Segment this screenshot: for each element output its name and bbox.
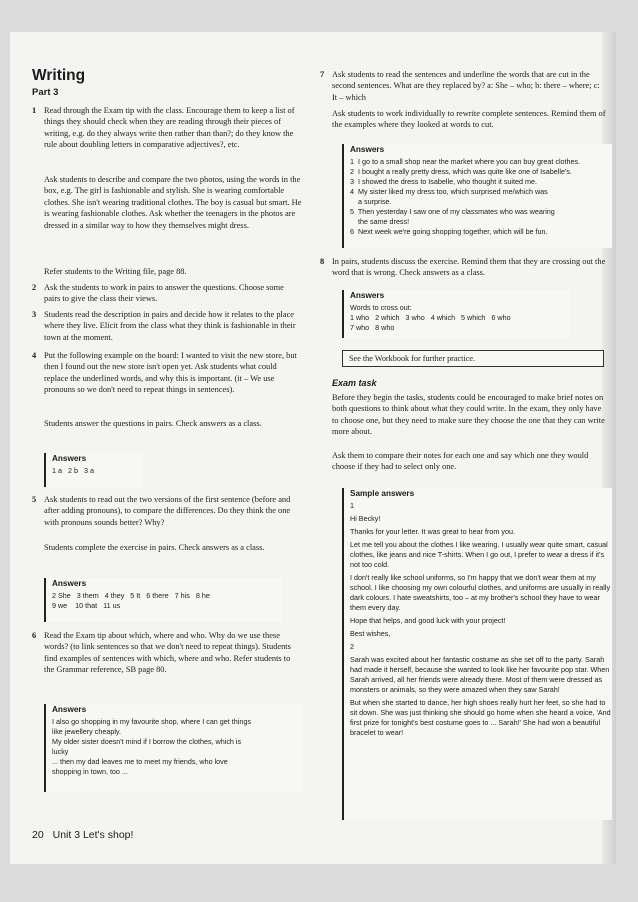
answer-line: shopping in town, too ... [52,767,128,776]
item-number: 1 [32,106,37,115]
workbook-note: See the Workbook for further practice. [342,350,604,367]
exam-task-heading: Exam task [332,378,377,388]
item-number: 8 [320,257,325,266]
unit-title: Unit 3 Let's shop! [52,829,134,841]
item-2-text: Ask the students to work in pairs to answer the questions. Choose some pairs to give the class their views. [44,283,284,304]
answers-box-7 [342,144,612,248]
item-number: 3 [32,310,37,319]
textbook-page [10,32,616,864]
item-7-instruction: Ask students to work individually to rewrite complete sentences. Remind them of the examples where they looked at words to cut. [332,109,606,130]
right-column [320,32,611,864]
answer-line: I also go shopping in my favourite shop, where I can get things [52,717,251,726]
answer-line: a surprise. [350,197,392,206]
item-1-text: Read through the Exam tip with the class. Encourage them to keep a list of things they should check when they are reading through their pieces of writing, e.g. do they always write then rather than than?; do they know the rule about doubling letters in comparative adjectives?, etc. [44,106,295,150]
item-7-text: Ask students to read the sentences and underline the words that are cut in the second sentences. What are they replaced by? a: She – who; b: there – where; c: It – which [332,70,600,102]
sample-1-signoff: Best wishes, [350,629,391,638]
item-number: 7 [320,70,325,79]
item-8-text: In pairs, students discuss the exercise. Remind them that they are crossing out the word that is wrong. Check answers as a class. [332,257,606,278]
answers-box-4 [44,453,142,487]
sample-1-greeting: Hi Becky! [350,514,381,523]
answer-line: 5 Then yesterday I saw one of my classmates who was wearing [350,207,555,216]
answer-line: 1 who 2 which 3 who 4 which 5 which 6 who [350,313,511,322]
answer-line: ... then my dad leaves me to meet my friends, who love [52,757,228,766]
answers-heading: Answers [52,454,87,463]
answers-box-8 [342,290,570,338]
answer-line: the same dress! [350,217,410,226]
sample-answers-box [342,488,612,820]
answer-line: 9 we 10 that 11 us [52,601,121,610]
answer-line: lucky [52,747,69,756]
sample-2-paragraph: Sarah was excited about her fantastic costume as she set off to the party. Sarah had made it herself, because she wanted to look like her favourite pop star. When Sarah arrived, all her friends were already there. Most of them were dressed as monsters or animals, so they were amazed when they saw Sarah! [350,655,610,694]
answer-line: 6 Next week we're going shopping together, which will be fun. [350,227,548,236]
answers-heading: Answers [350,145,385,154]
sample-1-paragraph: I don't really like school uniforms, so I'm happy that we don't wear them at my school. I like choosing my own colourful clothes, and uniforms are usually in really dark colours. I hate sweatshirts, too – at my brother's school they have to wear them every day. [350,573,611,612]
answers-box-5 [44,578,282,622]
sample-number: 2 [350,642,354,651]
item-number: 2 [32,283,37,292]
sample-1-paragraph: Hope that helps, and good luck with your project! [350,616,506,625]
item-4-instruction: Students answer the questions in pairs. Check answers as a class. [44,419,262,428]
sample-1-paragraph: Let me tell you about the clothes I like wearing. I usually wear quite smart, casual clothes, like jeans and nice T-shirts. When I go out, I prefer to wear a dress if it's not too cold. [350,540,608,569]
answer-line: 2 She 3 them 4 they 5 It 6 there 7 his 8 he [52,591,210,600]
item-5-text: Ask students to read out the two versions of the first sentence (before and after adding pronouns), to compare the differences. Do they think the one with pronouns sounds better? Why? [44,495,291,527]
part-heading: Part 3 [32,87,59,98]
answers-heading: Answers [52,705,87,714]
page-number: 20 [32,829,44,841]
answers-heading: Answers [350,291,385,300]
sample-2-paragraph: But when she started to dance, her high shoes really hurt her feet, so she had to sit down. She was just thinking she should go home when she heard a voice, 'And first prize for tonight's best costume goes to ... Sarah!' She had won a beautiful bracelet to wear! [350,698,611,737]
item-6-text: Read the Exam tip about which, where and who. Why do we use these words? (to link sentences so that we don't need to repeat things). Students find examples of sentences with which, where and who. Refer students to the Grammar reference, SB page 80. [44,631,291,675]
answer-line: 1 a 2 b 3 a [52,466,94,475]
answer-line: 4 My sister liked my dress too, which surprised me/which was [350,187,548,196]
item-1-reference: Refer students to the Writing file, page 88. [44,267,187,276]
item-number: 4 [32,351,37,360]
answer-line: Words to cross out: [350,303,412,312]
item-4-text: Put the following example on the board: I wanted to visit the new store, but then I found out the new store isn't open yet. Ask students what could replace the underlined words, and why this is important. (it – We use pronouns so we don't need to repeat things in sentences). [44,351,297,395]
answer-line: My older sister doesn't mind if I borrow the clothes, which is [52,737,242,746]
item-number: 5 [32,495,37,504]
item-3-text: Students read the description in pairs and decide how it relates to the place where they live. Elicit from the class what they think is fashionable in their town at the moment. [44,310,296,342]
item-5-instruction: Students complete the exercise in pairs. Check answers as a class. [44,543,265,552]
answers-box-6 [44,704,302,792]
item-number: 6 [32,631,37,640]
section-heading: Writing [32,67,86,84]
answers-heading: Answers [52,579,87,588]
sample-1-paragraph: Thanks for your letter. It was great to hear from you. [350,527,515,536]
answer-line: like jewellery cheaply. [52,727,121,736]
sample-answers-heading: Sample answers [350,489,415,498]
item-1-photos-text: Ask students to describe and compare the two photos, using the words in the box, e.g. The girl is fashionable and stylish. She is wearing comfortable clothes. She isn't wearing traditional clothes. The boy is casual but smart. He is wearing fashionable clothes. Ask whether the teenagers in the photos are dressed in a similar way to how they themselves might dress. [44,175,302,230]
exam-task-text: Before they begin the tasks, students could be encouraged to make brief notes on both questions to think about what they could write. In the exam, they only have to choose one, but they need to make sure they choose the one that they can write more about. [332,393,605,437]
answer-line: 7 who 8 who [350,323,395,332]
answer-line: 1 I go to a small shop near the market where you can buy great clothes. [350,157,581,166]
left-column [32,32,302,864]
exam-task-compare: Ask them to compare their notes for each one and say which one they would choose if they had to select only one. [332,451,589,472]
answer-line: 2 I bought a really pretty dress, which was quite like one of Isabelle's. [350,167,572,176]
page-footer [32,829,133,841]
answer-line: 3 I showed the dress to Isabelle, who thought it suited me. [350,177,537,186]
sample-number: 1 [350,501,354,510]
